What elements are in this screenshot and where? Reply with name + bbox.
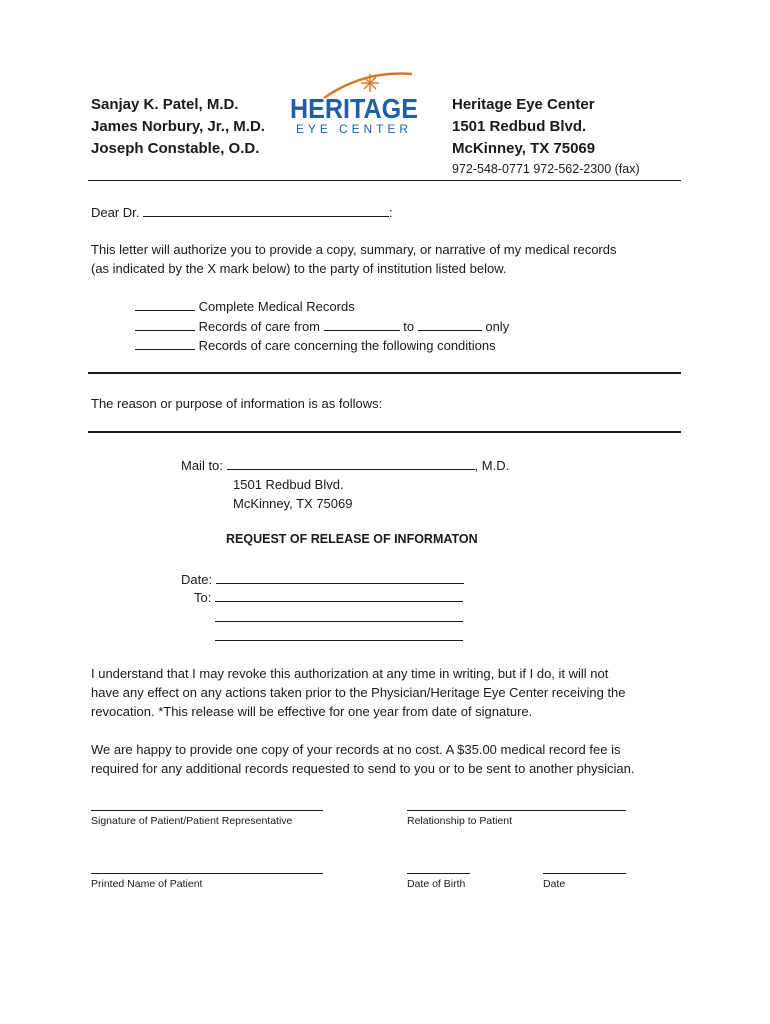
mail-to-label: Mail to:	[181, 458, 223, 473]
option-conditions-label: Records of care concerning the following conditions	[198, 338, 496, 353]
greeting	[91, 203, 393, 220]
to-row	[194, 588, 463, 605]
intro-line: This letter will authorize you to provide a copy, summary, or narrative of my medical records	[91, 242, 617, 257]
mail-to-suffix: , M.D.	[474, 458, 510, 473]
reason-label: The reason or purpose of information is as follows:	[91, 396, 383, 411]
doctor-name: James Norbury, Jr., M.D.	[91, 118, 265, 135]
option-conditions	[135, 336, 509, 356]
complete-records-mark[interactable]	[135, 297, 195, 311]
center-line: 1501 Redbud Blvd.	[452, 118, 587, 135]
to-field-line-3[interactable]	[215, 640, 463, 641]
conditions-mark[interactable]	[135, 336, 195, 350]
mail-address-line: McKinney, TX 75069	[233, 496, 353, 511]
option-to-label: to	[403, 318, 415, 334]
center-phones: 972-548-0771 972-562-2300 (fax)	[452, 162, 640, 176]
printed-name-label: Printed Name of Patient	[91, 878, 203, 890]
relationship-line[interactable]	[407, 810, 626, 811]
header-divider	[88, 180, 681, 181]
fee-line: We are happy to provide one copy of your records at no cost. A $35.00 medical record fee is	[91, 742, 621, 757]
logo-word-eye-center: EYE CENTER	[296, 122, 408, 136]
fee-paragraph	[91, 740, 634, 778]
record-options	[135, 297, 509, 356]
center-address	[452, 94, 595, 160]
logo-word-heritage: HERITAGE	[290, 93, 418, 124]
mail-to-block	[181, 456, 509, 513]
date-row	[181, 570, 464, 587]
center-line: McKinney, TX 75069	[452, 140, 596, 157]
mail-to-name-field[interactable]	[227, 456, 475, 470]
option-complete	[135, 297, 509, 317]
intro-paragraph	[91, 240, 617, 278]
dob-line[interactable]	[407, 873, 470, 874]
greeting-suffix: :	[389, 205, 393, 220]
signature-label: Signature of Patient/Patient Representative	[91, 815, 293, 827]
logo-swoosh-icon	[284, 68, 424, 138]
reason-line	[88, 431, 681, 433]
mail-address-line: 1501 Redbud Blvd.	[233, 477, 344, 492]
mail-to-row	[181, 456, 509, 475]
dob-label: Date of Birth	[407, 878, 466, 890]
option-from-label: Records of care from	[198, 318, 320, 334]
center-line: Heritage Eye Center	[452, 96, 595, 113]
date-signed-label: Date	[543, 878, 566, 890]
option-date-range	[135, 317, 509, 337]
revoke-line: I understand that I may revoke this authorization at any time in writing, but if I do, it will not	[91, 666, 609, 681]
heritage-logo	[284, 68, 424, 138]
doctor-names	[91, 94, 265, 160]
printed-name-line[interactable]	[91, 873, 323, 874]
conditions-line	[88, 372, 681, 374]
doctor-name: Joseph Constable, O.D.	[91, 140, 260, 157]
date-range-mark[interactable]	[135, 317, 195, 331]
to-date-field[interactable]	[418, 317, 482, 331]
to-field-line-1[interactable]	[215, 588, 463, 602]
option-only-label: only	[485, 318, 510, 334]
signature-line[interactable]	[91, 810, 323, 811]
date-label: Date:	[181, 572, 213, 587]
date-signed-line[interactable]	[543, 873, 626, 874]
to-label: To:	[194, 590, 212, 605]
option-complete-label: Complete Medical Records	[198, 299, 355, 314]
doctor-name-field[interactable]	[143, 203, 389, 217]
request-title: REQUEST OF RELEASE OF INFORMATON	[226, 532, 478, 546]
relationship-label: Relationship to Patient	[407, 815, 513, 827]
fee-line: required for any additional records requested to send to you or to be sent to another physician.	[91, 761, 635, 776]
greeting-prefix: Dear Dr.	[91, 205, 140, 220]
doctor-name: Sanjay K. Patel, M.D.	[91, 96, 239, 113]
to-field-line-2[interactable]	[215, 621, 463, 622]
revoke-line: have any effect on any actions taken prior to the Physician/Heritage Eye Center receiving the	[91, 685, 626, 700]
intro-line: (as indicated by the X mark below) to the party of institution listed below.	[91, 261, 507, 276]
from-date-field[interactable]	[324, 317, 400, 331]
revoke-line: revocation. *This release will be effective for one year from date of signature.	[91, 704, 533, 719]
revoke-paragraph	[91, 664, 626, 721]
date-field[interactable]	[216, 570, 464, 584]
